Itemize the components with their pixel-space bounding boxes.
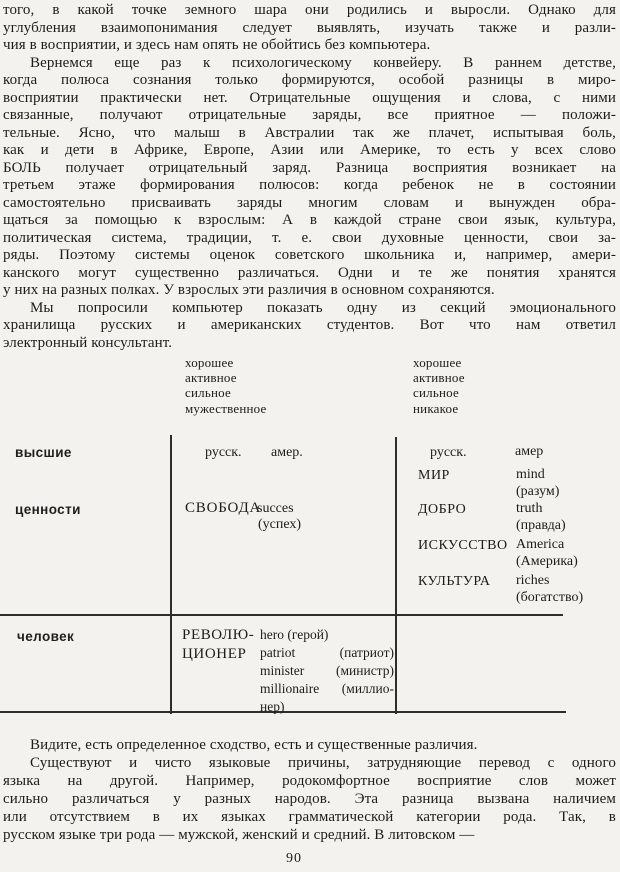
row-label-higher: высшие [15,445,72,460]
russian-translation: (Америка) [516,553,578,569]
association-line: нер) [260,699,285,714]
row-label-values: ценности [15,502,81,517]
adjective-item: мужественное [185,400,267,416]
mid-column-header-american: амер. [271,445,303,460]
concept-english [516,537,578,570]
word-line: ЦИОНЕР [182,646,247,662]
concept-word-russian: ДОБРО [418,502,467,517]
english-word: riches [516,573,550,588]
text-line: электронный консультант. [3,334,173,351]
concept-word-russian: МИР [418,468,450,483]
text-line: хранилища русских и американских студентов. Вот что нам ответил [3,317,616,333]
concept-english [516,467,559,500]
page-number: 90 [286,851,302,866]
adjective-list-russian [185,355,267,416]
association-line: patriot (патриот) [260,645,394,660]
english-word: truth [516,501,543,516]
english-word: mind [516,467,545,482]
concept-word-freedom: СВОБОДА [185,500,262,516]
adjective-item: активное [185,370,237,386]
text-line: или отсутствием в их языках грамматической категории рода. Так, в [3,809,616,825]
text-line: Вернемся еще раз к психологическому конвейеру. В раннем детстве, [30,54,616,71]
adjective-item: хорошее [185,355,234,370]
russian-translation: (богатство) [516,589,584,605]
adjective-item: хорошее [413,355,462,370]
text-line: Видите, есть определенное сходство, есть и существенные различия. [30,737,478,753]
concept-word-revolutionary [182,626,254,664]
adjective-item: никакое [413,400,459,416]
text-line: тельные. Ясно, что малыш в Австралии так же плачет, испытывая боль, [3,124,616,141]
right-column-header-russian: русск. [430,445,467,460]
text-line: углубления взаимопонимания следует выявлять, изучать также и разли- [3,19,616,36]
table-vertical-rule-right [395,437,397,714]
paragraph [3,736,616,754]
concept-english-success: succes [257,501,294,516]
text-line: того, в какой точке земного шара они родились и выросли. Однако для [3,2,616,18]
word-line: РЕВОЛЮ- [182,627,255,643]
concept-translation-success: (успех) [258,517,302,532]
paragraph [3,754,616,844]
text-line: БОЛЬ получает отрицательный заряд. Разница восприятия возникает на [3,159,616,176]
right-column-header-american: амер [515,444,544,459]
adjective-item: сильное [185,385,231,401]
text-line: языка на другой. Например, родокомфортное восприятие слов может [3,773,616,789]
text-line: когда полюса сознания только формируются, особой разницы в миро- [3,72,616,88]
text-line: щаться за помощью к взрослым: А в каждой стране свои язык, культура, [3,212,616,228]
association-line: hero (герой) [260,627,329,642]
text-line: канского могут существенно различаться. Одни и те же понятия хранятся [3,264,616,281]
row-label-person: человек [17,629,75,644]
mid-column-header-russian: русск. [205,445,242,460]
text-line: связанные, получают отрицательные заряды, все приятное — положи- [3,107,616,123]
russian-translation: (разум) [516,483,560,499]
concept-english [516,501,566,534]
bottom-text-block [3,736,616,844]
russian-translation: (правда) [516,517,566,533]
concept-word-russian: КУЛЬТУРА [418,574,491,589]
text-line: самостоятельно присваивать заряды многим словам и вынужден обра- [3,194,616,211]
person-association-list [260,626,394,716]
concept-english [516,573,583,606]
text-line: политическая система, традиции, т. е. свои духовные ценности, свои за- [3,229,616,246]
english-word: America [516,537,565,552]
table-vertical-rule-left [170,435,172,714]
adjective-item: активное [413,370,465,386]
text-line: ряды. Поэтому системы оценок советского школьника и, например, амери- [3,247,616,263]
text-line: Мы попросили компьютер показать одну из секций эмоционального [30,299,616,316]
text-line: чия в восприятии, и здесь нам опять не обойтись без компьютера. [3,37,431,53]
association-line: millionaire (миллио- [260,681,394,696]
adjective-item: сильное [413,385,459,401]
text-line: сильно различаться у разных народов. Эта разница вызвана наличием [3,791,616,807]
text-line: у них на разных полках. У взрослых эти различия в основном сохраняются. [3,282,495,298]
text-line: как и дети в Африке, Европе, Азии или Америке, то есть у всех слово [3,142,616,158]
concept-word-russian: ИСКУССТВО [418,538,508,553]
association-line: minister (министр) [260,663,394,678]
text-line: восприятии практически нет. Отрицательные ощущения и слова, с ними [3,89,616,106]
text-line: третьем этаже формирования полюсов: когда ребенок не в состоянии [3,177,616,193]
text-line: Существуют и чисто языковые причины, затрудняющие перевод с одного [30,755,616,771]
text-line: русском языке три рода — мужской, женский и средний. В литовском — [3,827,475,843]
